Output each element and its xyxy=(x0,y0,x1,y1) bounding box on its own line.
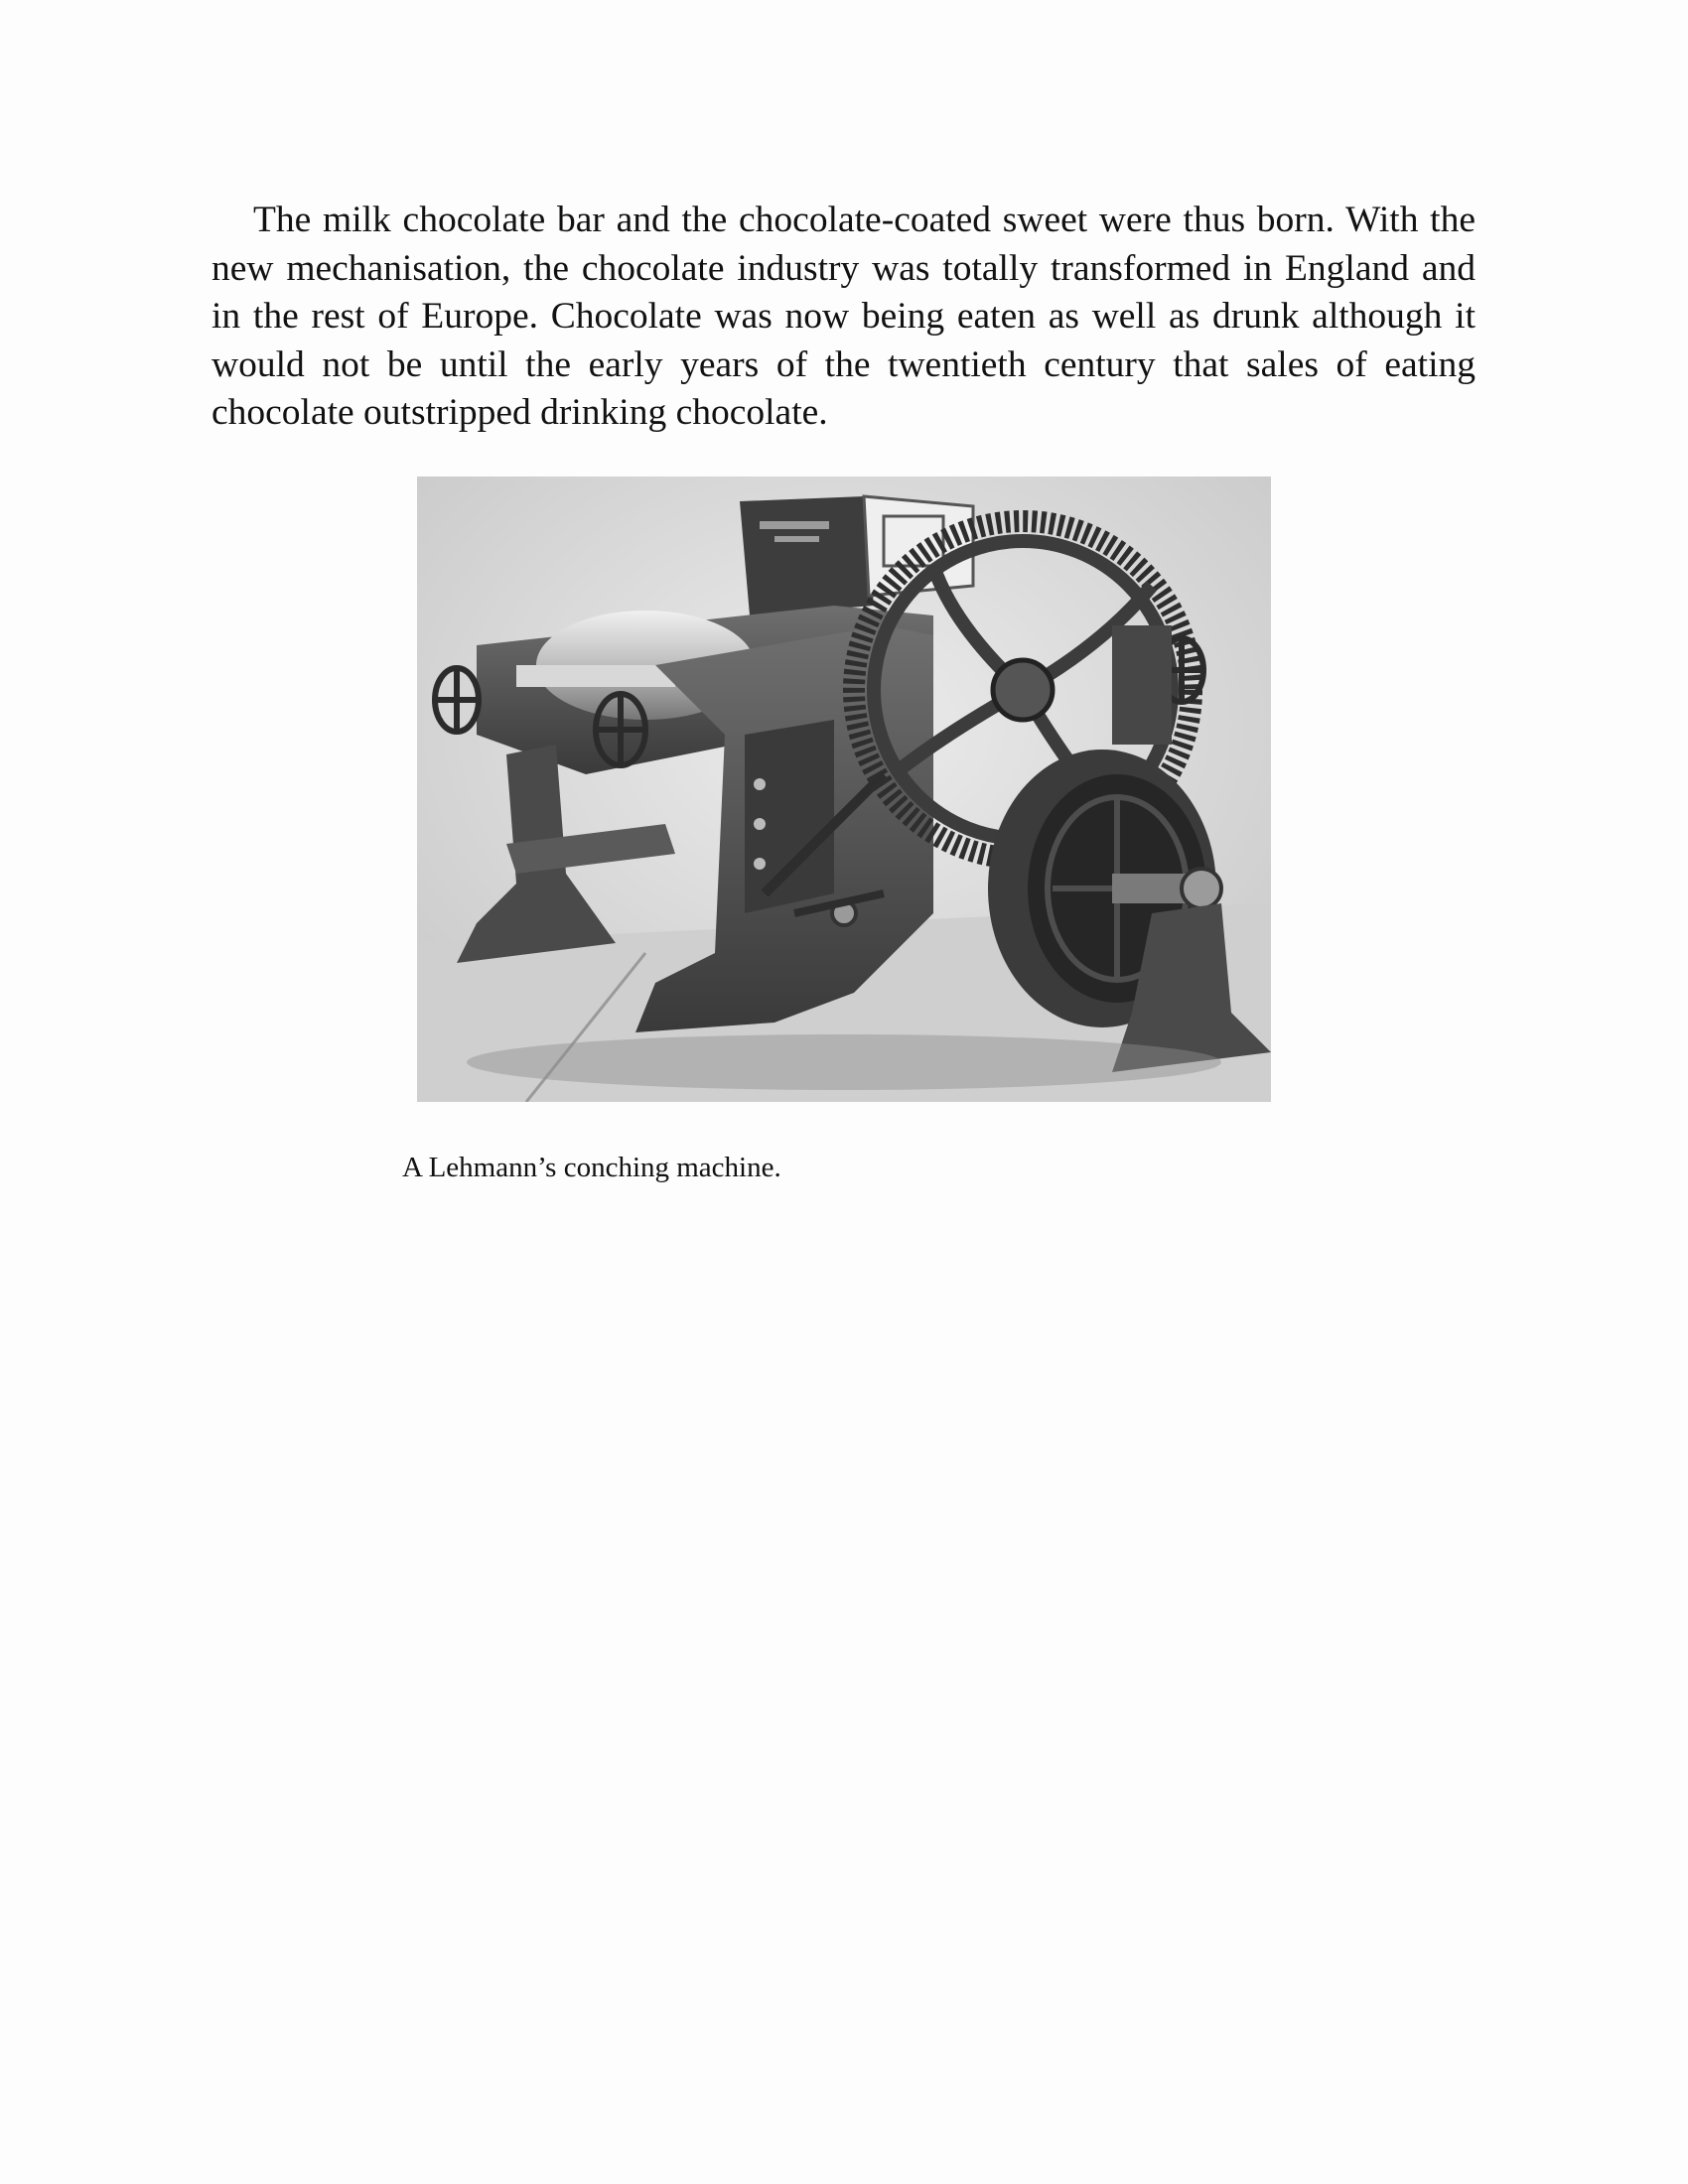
conching-machine-photo xyxy=(417,477,1271,1102)
body-paragraph: The milk chocolate bar and the chocolate-coated sweet were thus born. With the new mechanisation, the chocolate industry was totally transformed in England and in the rest of Europe. Chocolate was now being eaten as well as drunk although it would not be until the early years of the twentieth century that sales of eating chocolate outstripped drinking chocolate. xyxy=(211,200,1476,433)
conching-machine-illustration xyxy=(417,477,1271,1102)
figure-caption: A Lehmann’s conching machine. xyxy=(402,1152,781,1183)
